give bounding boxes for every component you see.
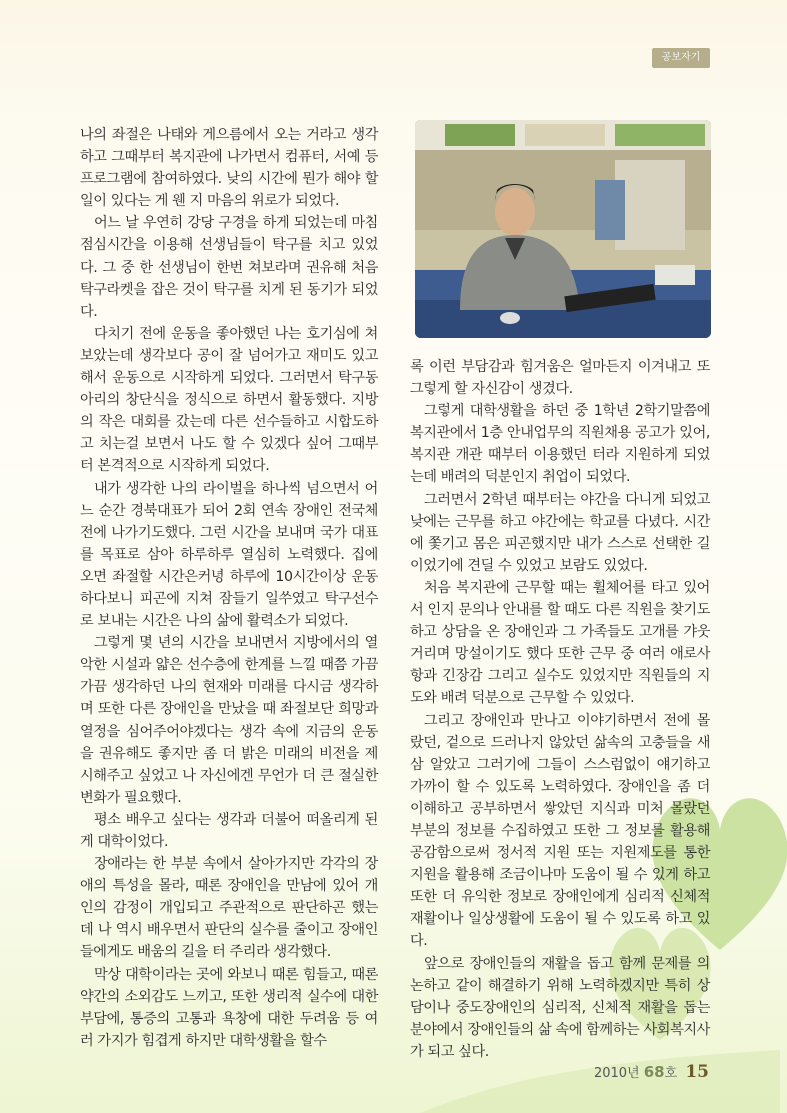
paragraph: 그러면서 2학년 때부터는 야간을 다니게 되었고 낮에는 근무를 하고 야간에는 학교를 다녔다. 시간에 쫓기고 몸은 피곤했지만 내가 스스로 선택한 길이었기에 견딜 수 있었고 보람도 있었다.	[410, 491, 710, 574]
footer-year: 2010년	[593, 1066, 640, 1081]
paragraph: 록 이런 부담감과 힘겨움은 얼마든지 이겨내고 또 그렇게 할 자신감이 생겼다.	[410, 359, 710, 398]
paragraph: 평소 배우고 싶다는 생각과 더불어 떠올리게 된 게 대학이었다.	[80, 811, 378, 850]
paragraph: 어느 날 우연히 강당 구경을 하게 되었는데 마침 점심시간을 이용해 선생님들이 탁구를 치고 있었다. 그 중 한 선생님이 한번 쳐보라며 권유해 처음 탁구라켓을 잡은 것이 탁구를 치게 된 동기가 되었다.	[80, 215, 378, 320]
paragraph: 내가 생각한 나의 라이벌을 하나씩 넘으면서 어느 순간 경북대표가 되어 2회 연속 장애인 전국체전에 나가기도했다. 그런 시간을 보내며 국가 대표를 목표로 삼아 하루하루 열심히 노력했다. 집에 오면 좌절할 시간은커녕 하루에 10시간이상 운동하다보니 피곤에 지쳐 잠들기 일쑤였고 탁구선수로 보내는 시간은 나의 삶에 활력소가 되었다.	[80, 480, 378, 630]
page-footer	[594, 1062, 709, 1082]
page-number: 15	[685, 1062, 709, 1082]
paragraph: 장애라는 한 부분 속에서 살아가지만 각각의 장애의 특성을 몰라, 때론 장애인을 만남에 있어 개인의 감정이 개입되고 주관적으로 판단하곤 했는데 나 역시 배우면서 판단의 실수를 줄이고 장애인들에게도 배움의 길을 터 주리라 생각했다.	[80, 856, 378, 961]
footer-issue-suffix: 호	[664, 1066, 678, 1081]
paragraph: 나의 좌절은 나태와 게으름에서 오는 거라고 생각하고 그때부터 복지관에 나가면서 컴퓨터, 서예 등 프로그램에 참여하였다. 낮의 시간에 뭔가 해야 할일이 있다는 게 웬 지 마음의 위로가 되었다.	[80, 127, 378, 210]
man-at-computer-photo	[415, 120, 711, 338]
paragraph: 그리고 장애인과 만나고 이야기하면서 전에 몰랐던, 겉으로 드러나지 않았던 삶속의 고충들을 새삼 알았고 그러기에 그들이 스스럼없이 얘기하고 가까이 할 수 있도록 노력하였다. 장애인을 좀 더 이해하고 공부하면서 쌓았던 지식과 미처 몰랐던 부분의 정보를 수집하였고 또한 그 정보를 활용해 공감함으로써 정서적 지원 또는 지원제도를 통한 지원을 활용해 조금이나마 도움이 될 수 있게 하고 또한 더 유익한 정보로 장애인에게 심리적 신체적 재활이나 일상생활에 도움이 될 수 있도록 하고 있다.	[410, 712, 710, 950]
paragraph: 앞으로 장애인들의 재활을 돕고 함께 문제를 의논하고 같이 해결하기 위해 노력하겠지만 특히 상담이나 중도장애인의 심리적, 신체적 재활을 돕는 분야에서 장애인들의 삶 속에 함께하는 사회복지사가 되고 싶다.	[410, 955, 710, 1060]
left-text-column	[80, 124, 378, 1052]
paragraph: 처음 복지관에 근무할 때는 휠체어를 타고 있어서 인지 문의나 안내를 할 때도 다른 직원을 찾기도 하고 상담을 온 장애인과 그 가족들도 고개를 갸웃거리며 망설이기도 했다 또한 근무 중 여러 애로사항과 긴장감 그리고 실수도 있었지만 직원들의 지도와 배려 덕분으로 근무할 수 있었다.	[410, 579, 710, 707]
photo-man-at-computer	[415, 120, 711, 338]
paragraph: 막상 대학이라는 곳에 와보니 때론 힘들고, 때론 약간의 소외감도 느끼고, 또한 생리적 실수에 대한 부담에, 통증의 고통과 욕창에 대한 두려움 등 여러 가지가 힘겹게 하지만 대학생활을 할수	[80, 966, 378, 1049]
footer-issue-number: 68	[643, 1063, 665, 1081]
section-tag: 공보자기	[652, 48, 710, 68]
paragraph: 그렇게 대학생활을 하던 중 1학년 2학기말쯤에 복지관에서 1층 안내업무의 직원채용 공고가 있어, 복지관 개관 때부터 이용했던 터라 지원하게 되었는데 배려의 덕분인지 취업이 되었다.	[410, 403, 710, 486]
right-text-column	[410, 356, 710, 1063]
paragraph: 그렇게 몇 년의 시간을 보내면서 지방에서의 열악한 시설과 얇은 선수층에 한계를 느낄 때쯤 가끔가끔 생각하던 나의 현재와 미래를 다시금 생각하며 또한 다른 장애인을 만났을 때 좌절보단 희망과 열정을 심어주어야겠다는 생각 속에 지금의 운동을 권유해도 좋지만 좀 더 밝은 미래의 비전을 제시해주고 싶었고 나 자신에겐 무언가 더 큰 절실한 변화가 필요했다.	[80, 635, 378, 806]
paragraph: 다치기 전에 운동을 좋아했던 나는 호기심에 쳐보았는데 생각보다 공이 잘 넘어가고 재미도 있고 해서 운동으로 시작하게 되었다. 그러면서 탁구동아리의 창단식을 정식으로 하면서 활동했다. 지방의 작은 대회를 갔는데 다른 선수들하고 시합도하고 치는걸 보면서 나도 할 수 있겠다 싶어 그때부터 본격적으로 시작하게 되었다.	[80, 325, 378, 475]
